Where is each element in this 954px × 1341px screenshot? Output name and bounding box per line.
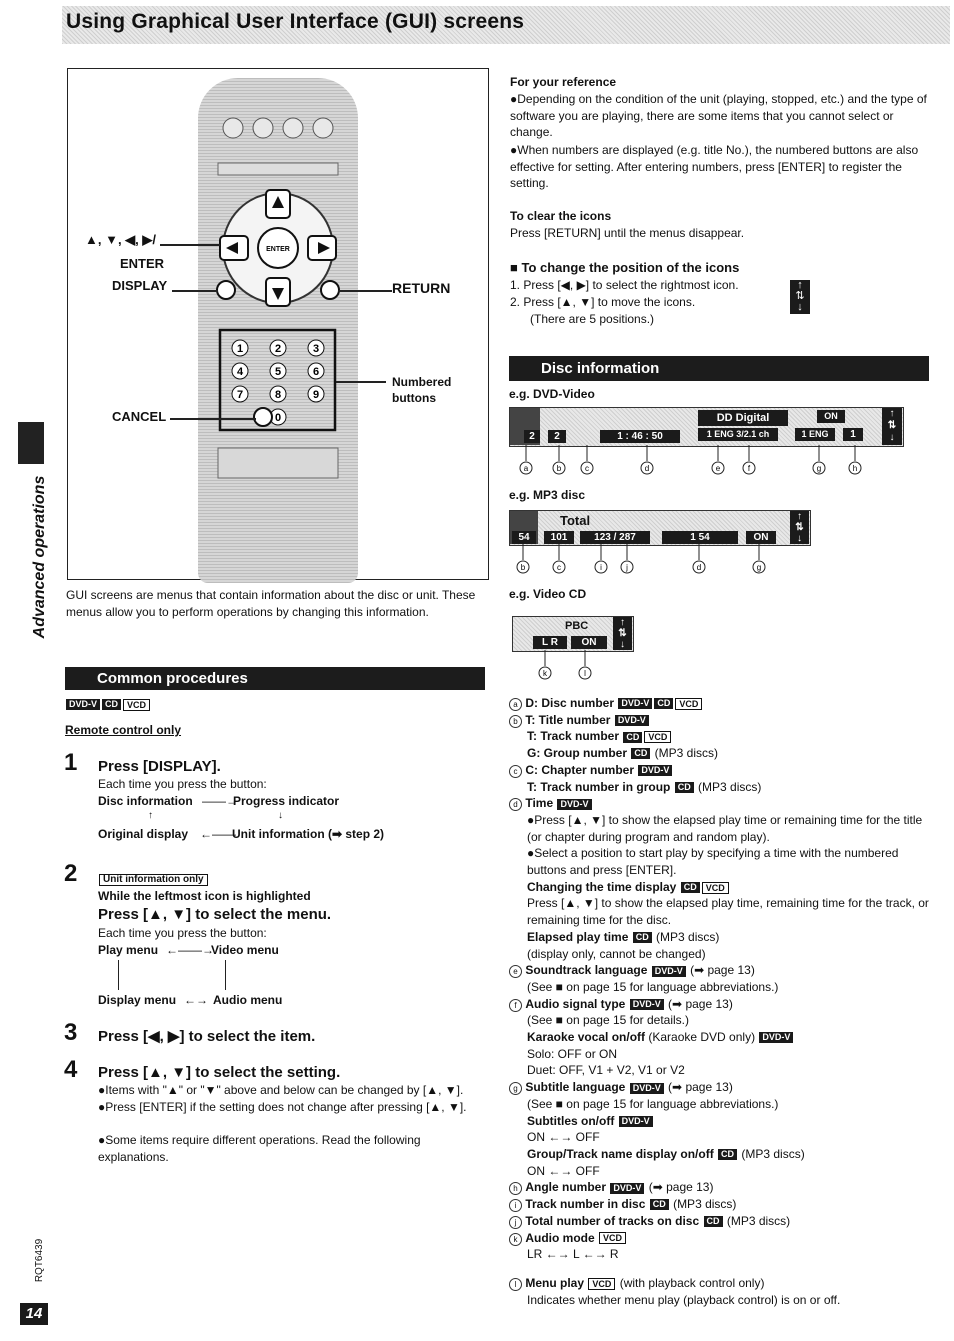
callout-f: f [747,464,751,473]
svg-text:g: g [756,563,762,572]
clear-heading: To clear the icons [510,209,612,223]
item-time: d Time DVD-V [509,795,934,812]
changing-time-display: Changing the time display CD VCD [509,879,934,896]
elapsed-text: (display only, cannot be changed) [527,946,706,961]
step-2-sub: While the leftmost icon is highlighted [98,889,311,903]
eg-dvd-label: e.g. DVD-Video [509,387,595,401]
eg-mp3-label: e.g. MP3 disc [509,488,586,502]
audio-signal-note: (See ■ on page 15 for details.) [527,1013,690,1028]
return-key [321,281,339,299]
intro-text: GUI screens are menus that contain information about the disc or unit. These menus allow you to perform operations by changing this information. [66,588,476,619]
svg-text:7: 7 [236,389,244,401]
svg-text:0: 0 [274,412,282,424]
position-heading: ■ To change the position of the icons [510,260,740,275]
callout-a: a [523,464,529,473]
svg-text:5: 5 [274,366,282,378]
position-icon: ↑ ⇅ ↓ [790,280,810,314]
step-4-bullet-3: ●Some items require different operations. Read the following explanations. [98,1133,421,1164]
svg-text:3: 3 [312,343,320,355]
item-angle-number: h Angle number DVD-V (➡ page 13) [509,1179,934,1196]
step-2-number: 2 [64,860,78,887]
item-total-tracks: j Total number of tracks on disc CD (MP3 discs) [509,1213,934,1230]
model-number: RQT6439 [34,1238,46,1283]
cycle-progress: Progress indicator [233,794,340,808]
step-1-text: Each time you press the button: [98,777,267,791]
menu-video: Video menu [211,943,279,957]
dvd-callouts [509,445,909,477]
return-label: RETURN [392,280,451,296]
callout-b: b [556,464,562,473]
common-procedures-heading: Common procedures [65,667,485,690]
svg-text:k: k [543,669,547,678]
item-group-number: G: Group number CD (MP3 discs) [527,746,719,761]
step-4-bullet-1: ●Items with "▲" or "▼" above and below can be changed by [▲, ▼]. [98,1083,464,1097]
menu-audio: Audio menu [213,993,283,1007]
callout-g: g [816,464,822,473]
common-badges: DVD-V CD VCD [65,697,151,711]
callout-d: d [644,464,650,473]
svg-text:d: d [696,563,702,572]
menu-display: Display menu [98,993,177,1007]
step-4-bullet-2: ●Press [ENTER] if the setting does not change after pressing [▲, ▼]. [98,1100,467,1114]
item-disc-number: a D: Disc number DVD-V CD VCD [509,695,934,712]
vcd-gui-screen: PBC L R ON ↑ ⇅ ↓ [512,616,634,652]
cycle-unit-info: Unit information (➡ step 2) [232,827,385,841]
mp3-callouts [509,544,809,576]
dvd-gui-screen: 2 2 1 : 46 : 50 DD Digital 1 ENG 3/2.1 ch ON 1 ENG 1 ↑ ⇅ ↓ [509,407,904,447]
cycle-disc-info: Disc information [98,794,193,808]
step-4-number: 4 [64,1056,78,1083]
remote-buttons-svg [198,78,358,583]
page-title: Using Graphical User Interface (GUI) screens [66,10,525,33]
step-1-number: 1 [64,749,78,776]
item-track-in-disc: i Track number in disc CD (MP3 discs) [509,1196,934,1213]
section-label: Advanced operations [31,475,48,639]
vcd-callouts [509,650,629,682]
enter-label: ENTER [120,256,165,271]
eg-vcd-label: e.g. Video CD [509,587,587,601]
audio-mode-cycle: LR ←→ L ←→ R [527,1247,619,1262]
svg-text:4: 4 [236,366,244,378]
reference-bullet-2: ●When numbers are displayed (e.g. title No.), the numbered buttons are also effective for setting. After entering numbers, press [ENTER] to register the setting. [510,143,919,190]
soundtrack-note: (See ■ on page 15 for language abbreviations.) [527,979,779,994]
svg-text:1: 1 [236,343,244,355]
item-chapter-number: c C: Chapter number DVD-V [509,762,934,779]
unit-info-badge: Unit information only [99,874,208,886]
subtitle-note: (See ■ on page 15 for language abbreviations.) [527,1096,779,1111]
menu-play: Play menu [98,943,159,957]
enter-key-label: ENTER [266,246,290,253]
step-4-title: Press [▲, ▼] to select the setting. [98,1064,341,1081]
item-track-number: T: Track number CD VCD [509,728,934,745]
item-menu-play: l Menu play VCD (with playback control only) [509,1275,934,1292]
step-2-title: Press [▲, ▼] to select the menu. [98,906,332,923]
page-number: 14 [20,1303,48,1325]
svg-text:6: 6 [312,366,320,378]
step-1-title: Press [DISPLAY]. [98,758,221,775]
group-name-onoff-value: ON ←→ OFF [527,1163,600,1178]
item-karaoke: Karaoke vocal on/off (Karaoke DVD only) DVD-V [509,1029,934,1046]
callout-c: c [585,464,589,473]
mp3-gui-screen: Total 54 101 123 / 287 1 54 ON ↑ ⇅ ↓ [509,510,811,546]
clear-text: Press [RETURN] until the menus disappear. [510,226,745,240]
item-audio-signal: f Audio signal type DVD-V (➡ page 13) [509,996,934,1013]
karaoke-solo: Solo: OFF or ON [527,1046,618,1061]
item-subtitles-onoff: Subtitles on/off DVD-V [509,1113,934,1130]
item-track-in-group: T: Track number in group CD (MP3 discs) [527,779,762,794]
svg-text:b: b [520,563,526,572]
display-label: DISPLAY [112,278,168,293]
callout-e: e [715,464,721,473]
cancel-label: CANCEL [112,409,167,424]
elapsed-play-time: Elapsed play time CD (MP3 discs) [527,929,720,944]
step-3-number: 3 [64,1019,78,1046]
step-2-text: Each time you press the button: [98,926,267,940]
item-group-track-name: Group/Track name display on/off CD (MP3 discs) [527,1146,805,1161]
buttons-label: buttons [392,391,436,405]
cancel-key [254,408,272,426]
display-key [217,281,235,299]
svg-text:9: 9 [312,389,320,401]
svg-text:8: 8 [274,389,282,401]
position-step-3: (There are 5 positions.) [530,312,655,326]
menu-play-text: Indicates whether menu play (playback control) is on or off. [527,1292,841,1307]
remote-only: Remote control only [65,723,182,737]
svg-text:i: i [600,563,602,572]
disc-info-heading: Disc information [509,356,929,381]
reference-bullet-1: ●Depending on the condition of the unit (playing, stopped, etc.) and the type of software you are playing, there are some items that you cannot select or change. [510,92,927,139]
item-subtitle-language: g Subtitle language DVD-V (➡ page 13) [509,1079,934,1096]
reference-heading: For your reference [510,75,617,89]
position-step-2: 2. Press [▲, ▼] to move the icons. [510,295,696,309]
changing-time-text: Press [▲, ▼] to show the elapsed play time, remaining time for the track, or remaining time for the disc. [527,896,929,928]
position-step-1: 1. Press [◀, ▶] to select the rightmost icon. [510,278,739,292]
item-list [509,695,934,1308]
karaoke-duet: Duet: OFF, V1 + V2, V1 or V2 [527,1063,685,1078]
item-audio-mode: k Audio mode VCD [509,1230,934,1247]
subtitles-onoff-value: ON ←→ OFF [527,1130,600,1145]
cycle-original: Original display [98,827,189,841]
item-soundtrack: e Soundtrack language DVD-V (➡ page 13) [509,962,934,979]
time-note-2: ●Select a position to start play by specifying a time with the numbered buttons and press [ENTER]. [527,846,899,878]
svg-text:l: l [584,669,586,678]
svg-text:c: c [557,563,561,572]
numbered-label: Numbered [392,375,452,389]
svg-text:j: j [626,563,628,572]
arrows-label: ▲, ▼, ◀, ▶/ [85,232,157,247]
step-3-title: Press [◀, ▶] to select the item. [98,1028,316,1045]
callout-h: h [852,464,858,473]
time-note-1: ●Press [▲, ▼] to show the elapsed play time or remaining time for the title (or chapter during program and random play). [527,812,923,844]
item-title-number: b T: Title number DVD-V [509,712,934,729]
svg-text:2: 2 [274,343,282,355]
